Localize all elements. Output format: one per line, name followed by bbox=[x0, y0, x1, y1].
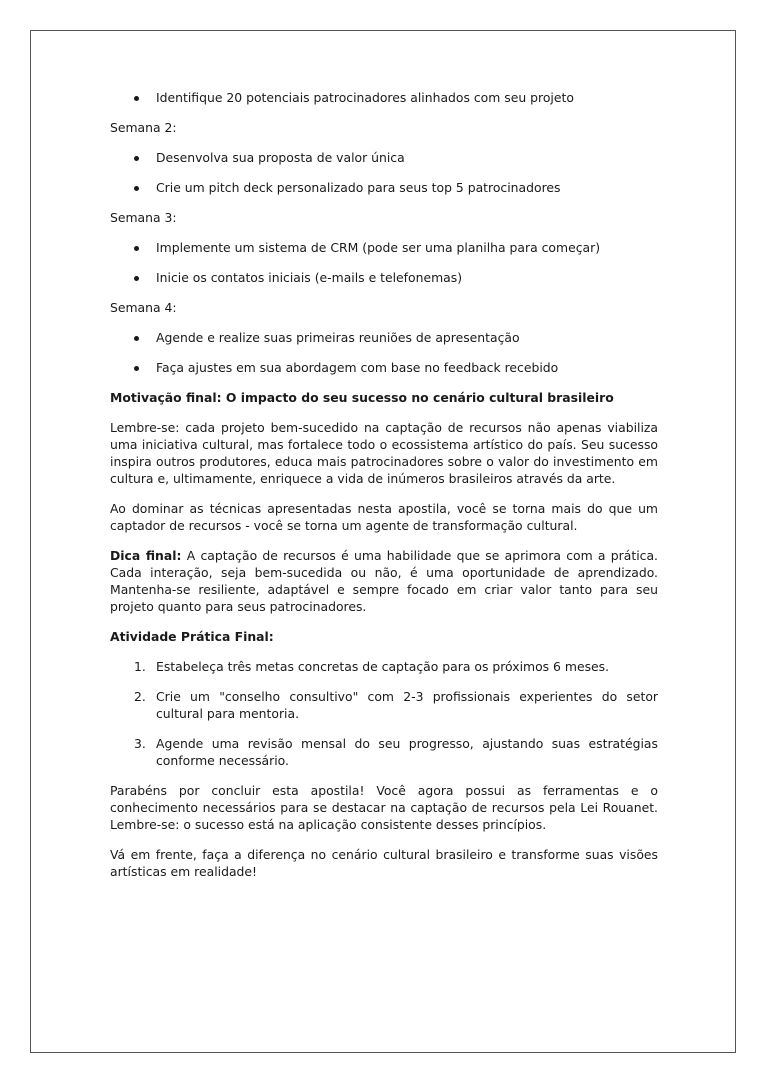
final-tip-label: Dica final: bbox=[110, 548, 182, 563]
bullet-icon bbox=[134, 366, 139, 371]
final-tip-text: A captação de recursos é uma habilidade que se aprimora com a prática. Cada interação, seja bem-sucedida ou não, é uma oportunidade de aprendizado. Mantenha-se resiliente, adaptável e sempre focado em criar valor tanto para seu projeto quanto para seus patrocinadores. bbox=[110, 548, 658, 614]
bullet-icon bbox=[134, 186, 139, 191]
week-3-label: Semana 3: bbox=[110, 210, 177, 225]
bullet-icon bbox=[134, 156, 139, 161]
bullet-icon bbox=[134, 96, 139, 101]
list-item: Implemente um sistema de CRM (pode ser uma planilha para começar) bbox=[110, 239, 658, 256]
activity-heading: Atividade Prática Final: bbox=[110, 629, 274, 644]
list-number: 1. bbox=[134, 659, 146, 674]
list-number: 2. bbox=[134, 689, 146, 704]
motivation-paragraph-1: Lembre-se: cada projeto bem-sucedido na captação de recursos não apenas viabiliza uma iniciativa cultural, mas fortalece todo o ecossistema artístico do país. Seu sucesso inspira outros produtores, educa mais patrocinadores sobre o valor do investimento em cultura e, ultimamente, enriquece a vida de inúmeros brasileiros através da arte. bbox=[110, 420, 658, 486]
bullet-icon bbox=[134, 276, 139, 281]
closing-paragraph-1: Parabéns por concluir esta apostila! Você agora possui as ferramentas e o conhecimento necessários para se destacar na captação de recursos pela Lei Rouanet. Lembre-se: o sucesso está na aplicação consistente desses princípios. bbox=[110, 783, 658, 832]
list-item: 2. Crie um "conselho consultivo" com 2-3 profissionais experientes do setor cultural para mentoria. bbox=[134, 689, 658, 721]
document-body bbox=[110, 89, 658, 893]
closing-paragraph-2: Vá em frente, faça a diferença no cenário cultural brasileiro e transforme suas visões artísticas em realidade! bbox=[110, 847, 658, 879]
motivation-heading: Motivação final: O impacto do seu sucesso no cenário cultural brasileiro bbox=[110, 390, 614, 405]
week-4-label: Semana 4: bbox=[110, 300, 177, 315]
week1-list bbox=[110, 89, 658, 106]
week3-list bbox=[110, 239, 658, 286]
list-item: Faça ajustes em sua abordagem com base no feedback recebido bbox=[110, 359, 658, 376]
activity-list bbox=[110, 658, 658, 769]
list-item: 1. Estabeleça três metas concretas de captação para os próximos 6 meses. bbox=[134, 659, 610, 674]
list-item: Inicie os contatos iniciais (e-mails e telefonemas) bbox=[110, 269, 658, 286]
bullet-icon bbox=[134, 246, 139, 251]
final-tip-paragraph bbox=[110, 547, 658, 615]
bullet-icon bbox=[134, 336, 139, 341]
list-item: Agende e realize suas primeiras reuniões de apresentação bbox=[110, 329, 658, 346]
week-2-label: Semana 2: bbox=[110, 120, 177, 135]
week4-list bbox=[110, 329, 658, 376]
week2-list bbox=[110, 149, 658, 196]
list-item: Crie um pitch deck personalizado para seus top 5 patrocinadores bbox=[110, 179, 658, 196]
list-number: 3. bbox=[134, 736, 146, 751]
list-item: Identifique 20 potenciais patrocinadores alinhados com seu projeto bbox=[110, 89, 658, 106]
motivation-paragraph-2: Ao dominar as técnicas apresentadas nesta apostila, você se torna mais do que um captador de recursos - você se torna um agente de transformação cultural. bbox=[110, 501, 658, 533]
list-item: 3. Agende uma revisão mensal do seu progresso, ajustando suas estratégias conforme necessário. bbox=[134, 736, 658, 768]
list-item: Desenvolva sua proposta de valor única bbox=[110, 149, 658, 166]
